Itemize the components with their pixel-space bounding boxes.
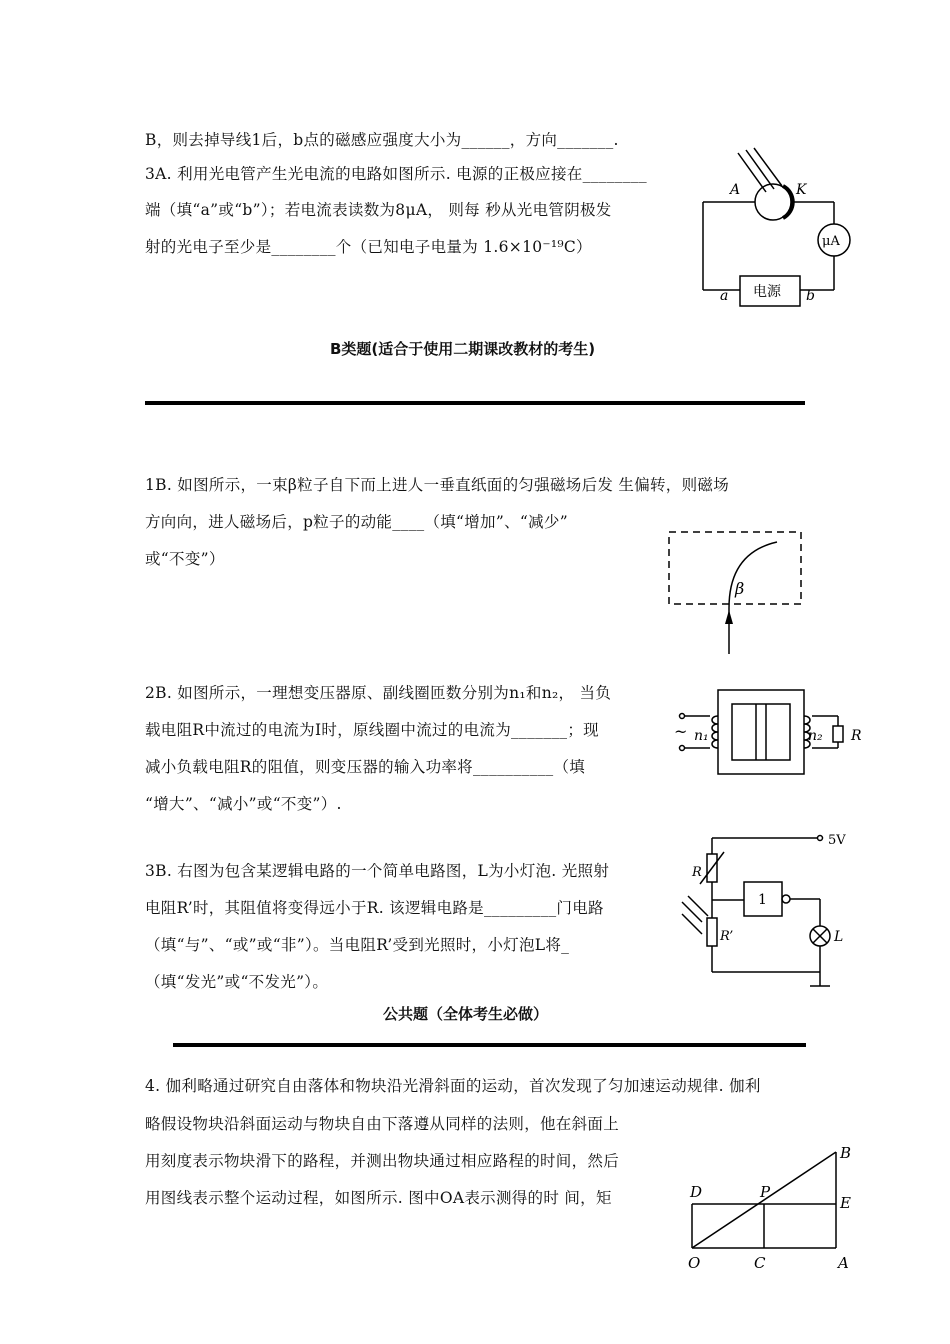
photocell-circuit-figure xyxy=(698,148,858,318)
microammeter-label: μA xyxy=(822,234,840,249)
q2b-line-4: “增大”、“减小”或“不变”）. xyxy=(145,795,342,813)
q3b-line-4: （填“发光”或“不发光”）。 xyxy=(145,973,329,991)
beta-particle-figure xyxy=(665,528,810,658)
galileo-graph-figure xyxy=(684,1140,864,1274)
q4-line-2: 略假设物块沿斜面运动与物块自由下落遵从同样的法则，他在斜面上 xyxy=(145,1115,620,1133)
q3b-line-2: 电阻R’时，其阻值将变得远小于R. 该逻辑电路是_________门电路 xyxy=(145,899,604,917)
point-p-label: P xyxy=(760,1183,771,1201)
q1b-line-2: 方向向，进人磁场后，p粒子的动能____（填“增加”、“减少” xyxy=(145,513,568,531)
q2b-line-3: 减小负载电阻R的阻值，则变压器的输入功率将__________（填 xyxy=(145,758,586,776)
photoresistor-label: R’ xyxy=(720,929,734,944)
beta-label: β xyxy=(735,579,745,598)
section-c-heading: 公共题（全体考生必做） xyxy=(383,1005,549,1023)
lamp-l-label: L xyxy=(834,929,844,945)
point-o-label: O xyxy=(688,1254,701,1272)
label-a-anode: A xyxy=(730,182,741,198)
q1b-line-1: 1B. 如图所示，一束β粒子自下而上进人一垂直纸面的匀强磁场后发 生偏转，则磁场 xyxy=(145,476,729,494)
resistor-r-label: R xyxy=(851,728,862,744)
n1-label: n₁ xyxy=(694,728,709,744)
point-a-label: A xyxy=(838,1254,849,1272)
section-b-heading: B类题(适合于使用二期课改教材的考生) xyxy=(330,340,596,358)
label-terminal-b: b xyxy=(806,288,815,304)
q3a-line-3: 射的光电子至少是________个（已知电子电量为 1.6×10⁻¹⁹C） xyxy=(145,238,592,256)
q4-line-1: 4. 伽利略通过研究自由落体和物块沿光滑斜面的运动，首次发现了匀加速运动规律. 伽利 xyxy=(145,1077,761,1095)
q1b-line-3: 或“不变”） xyxy=(145,550,225,568)
logic-circuit-figure xyxy=(678,826,868,996)
q2b-line-2: 载电阻R中流过的电流为I时，原线圈中流过的电流为_______；现 xyxy=(145,721,599,739)
section-b-divider xyxy=(145,401,805,405)
n2-label: n₂ xyxy=(808,728,823,744)
section-c-divider xyxy=(173,1043,806,1047)
ac-source-symbol: ~ xyxy=(674,722,688,741)
power-source-label: 电源 xyxy=(753,284,781,300)
q3b-line-3: （填“与”、“或”或“非”）。当电阻R’受到光照时，小灯泡L将_ xyxy=(145,936,570,954)
q3b-line-1: 3B. 右图为包含某逻辑电路的一个简单电路图，L为小灯泡. 光照射 xyxy=(145,862,610,880)
resistor-r-label: R xyxy=(692,865,702,880)
q4-line-3: 用刻度表示物块滑下的路程，并测出物块通过相应路程的时间，然后 xyxy=(145,1152,620,1170)
point-b-label: B xyxy=(840,1144,852,1162)
point-c-label: C xyxy=(754,1254,766,1272)
q2-tail-text: B，则去掉导线1后，b点的磁感应强度大小为______，方向_______. xyxy=(145,131,619,149)
q3a-line-2: 端（填“a”或“b”）；若电流表读数为8μA， 则每 秒从光电管阴极发 xyxy=(145,201,612,219)
transformer-figure xyxy=(668,686,868,782)
not-gate-label: 1 xyxy=(758,892,767,908)
q4-line-4: 用图线表示整个运动过程，如图所示. 图中OA表示测得的时 间，矩 xyxy=(145,1189,612,1207)
point-d-label: D xyxy=(690,1183,703,1201)
label-terminal-a: a xyxy=(720,288,729,304)
point-e-label: E xyxy=(840,1194,851,1212)
q2b-line-1: 2B. 如图所示，一理想变压器原、副线圈匝数分别为n₁和n₂， 当负 xyxy=(145,684,612,702)
q3a-line-1: 3A. 利用光电管产生光电流的电路如图所示. 电源的正极应接在________ xyxy=(145,165,647,183)
label-k-cathode: K xyxy=(796,182,807,198)
supply-5v-label: 5V xyxy=(828,833,846,848)
